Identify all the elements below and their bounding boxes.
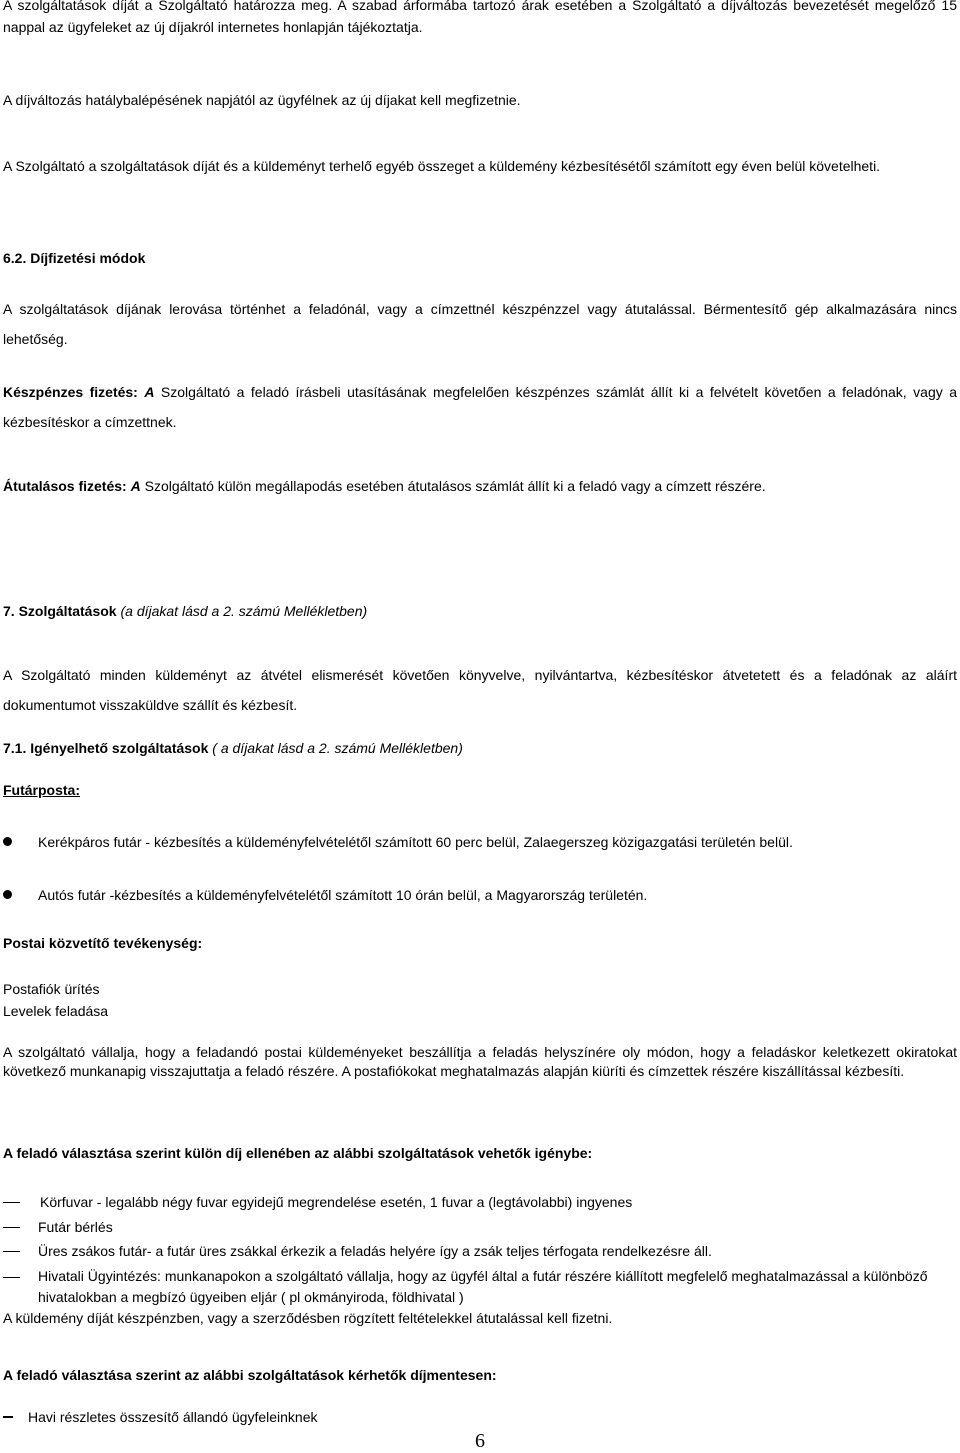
dash-bullet-icon bbox=[3, 1416, 13, 1418]
paragraph-price-setting: A szolgáltatások díját a Szolgáltató határozza meg. A szabad árformába tartozó árak esetében a Szolgáltató a díjváltozás bevezetését megelőző 15 nappal az ügyfeleket az új díjakról internetes honlapján tájékoztatja. bbox=[3, 0, 957, 35]
list-item-text: Hivatali Ügyintézés: munkanapokon a szolgáltató vállalja, hogy az ügyfél által a futár részére kiállított megfelelő meghatalmazással a különböző hivatalokban a megbízó ügyeiben eljár ( pl okmányiroda, földhivatal ) bbox=[38, 1268, 928, 1305]
paragraph-postal-delivery: A szolgáltató vállalja, hogy a feladandó postai küldeményeket beszállítja a feladás helyszínére oly módon, hogy a feladáskor keletkezett okiratokat következő munkanapig visszajuttatja a feladó részére. A postafiókokat meghatalmazás alapján kiüríti és címzettek részére kiszállítással kézbesíti. bbox=[3, 1044, 957, 1079]
list-item-text: Havi részletes összesítő állandó ügyfeleinknek bbox=[28, 1409, 318, 1425]
cash-a: A bbox=[144, 384, 155, 400]
list-item-text: Üres zsákos futár- a futár üres zsákkal érkezik a feladás helyére így a zsák teljes térfogata rendelkezésre áll. bbox=[38, 1243, 712, 1259]
heading-7-title: 7. Szolgáltatások bbox=[3, 603, 117, 619]
bullet-dot-icon bbox=[3, 890, 12, 899]
dash-bullet-icon bbox=[3, 1202, 20, 1203]
paragraph-price-change-effective: A díjváltozás hatálybalépésének napjától az ügyfélnek az új díjakat kell megfizetnie. bbox=[3, 92, 521, 108]
heading-free-services: A feladó választása szerint az alábbi szolgáltatások kérhetők díjmentesen: bbox=[3, 1367, 497, 1383]
page-number: 6 bbox=[475, 1430, 485, 1452]
paragraph-payment-methods: A szolgáltatások díjának lerovása történhet a feladónál, vagy a címzettnél készpénzzel vagy átutalással. Bérmentesítő gép alkalmazására nincs lehetőség. bbox=[3, 301, 957, 347]
transfer-text: Szolgáltató külön megállapodás esetében átutalásos számlát állít ki a feladó vagy a címzett részére. bbox=[144, 478, 766, 494]
heading-7-1-note: ( a díjakat lásd a 2. számú Mellékletben) bbox=[212, 740, 463, 756]
dash-bullet-icon bbox=[3, 1227, 20, 1228]
heading-7-1 bbox=[3, 737, 957, 759]
heading-7-1-title: 7.1. Igényelhető szolgáltatások bbox=[3, 740, 209, 756]
list-item-text: Kerékpáros futár - kézbesítés a küldeményfelvételétől számított 60 perc belül, Zalaegerszeg közigazgatási területén belül. bbox=[38, 834, 793, 850]
dash-bullet-icon bbox=[3, 1277, 20, 1278]
heading-7 bbox=[3, 600, 957, 622]
heading-6-2: 6.2. Díjfizetési módok bbox=[3, 250, 146, 266]
transfer-label: Átutalásos fizetés: bbox=[3, 478, 127, 494]
paragraph-services-intro: A Szolgáltató minden küldeményt az átvétel elismerését követően könyvelve, nyilvántartva, kézbesítéskor átvetetett és a feladónak az aláírt dokumentumot visszaküldve szállít és kézbesít. bbox=[3, 667, 957, 713]
list-item-text: Autós futár -kézbesítés a küldeményfelvételétől számított 10 órán belül, a Magyarország területén. bbox=[38, 887, 648, 903]
paragraph-transfer-payment bbox=[3, 475, 957, 497]
cash-text: Szolgáltató a feladó írásbeli utasításának megfelelően készpénzes számlát állít ki a felvételt követően a feladónak, vagy a kézbesítéskor a címzettnek. bbox=[3, 384, 957, 430]
list-item-text: Körfuvar - legalább négy fuvar egyidejű megrendelése esetén, 1 fuvar a (legtávolabbi) ingyenes bbox=[40, 1194, 633, 1210]
transfer-a: A bbox=[130, 478, 141, 494]
heading-futarposta: Futárposta: bbox=[3, 782, 80, 798]
line-postafiok: Postafiók ürítés bbox=[3, 981, 100, 997]
paragraph-fee-payment: A küldemény díját készpénzben, vagy a szerződésben rögzített feltételekkel átutalással kell fizetni. bbox=[3, 1310, 613, 1326]
line-levelek: Levelek feladása bbox=[3, 1003, 109, 1019]
paragraph-claim-period: A Szolgáltató a szolgáltatások díját és a küldeményt terhelő egyéb összeget a küldemény kézbesítésétől számított egy éven belül követelheti. bbox=[3, 158, 881, 174]
paragraph-cash-payment bbox=[3, 377, 957, 437]
heading-postai-kozvetito: Postai közvetítő tevékenység: bbox=[3, 935, 203, 951]
heading-7-note: (a díjakat lásd a 2. számú Mellékletben) bbox=[120, 603, 368, 619]
heading-extra-services: A feladó választása szerint külön díj ellenében az alábbi szolgáltatások vehetők igénybe: bbox=[3, 1145, 593, 1161]
bullet-dot-icon bbox=[3, 837, 12, 846]
dash-bullet-icon bbox=[3, 1251, 20, 1252]
list-item-text: Futár bérlés bbox=[38, 1219, 113, 1235]
cash-label: Készpénzes fizetés: bbox=[3, 384, 138, 400]
